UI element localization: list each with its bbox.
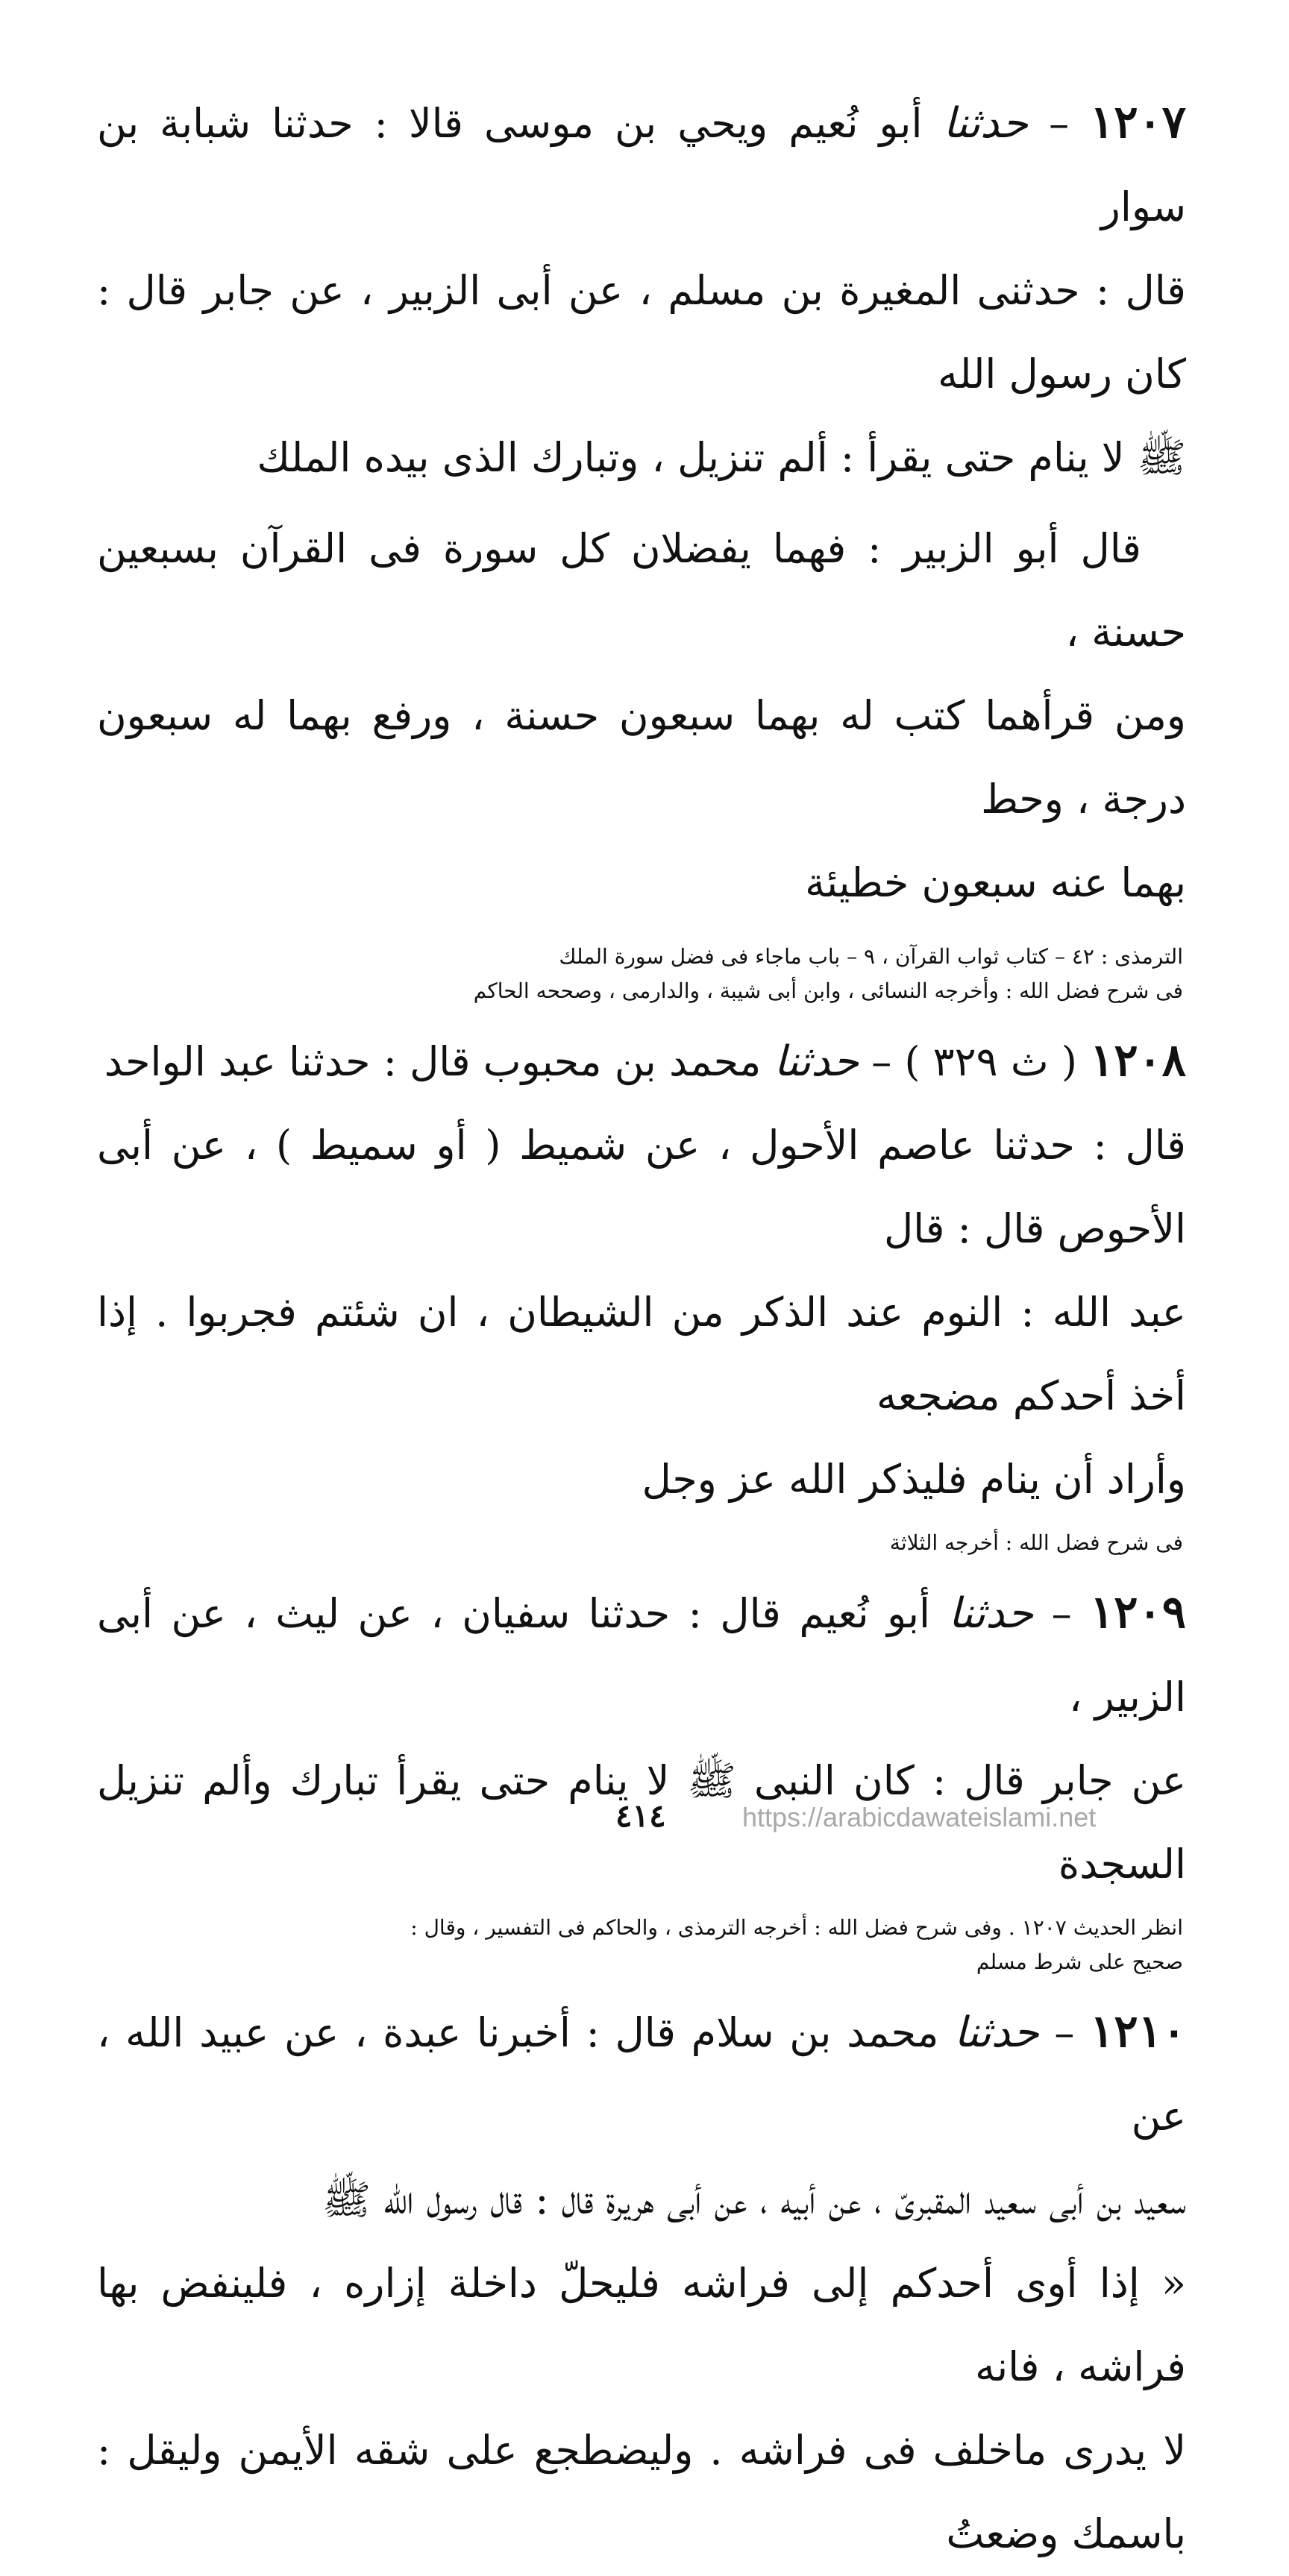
footnote-line: فى شرح فضل الله : أخرجه الثلاثة — [889, 1530, 1183, 1555]
hadith-1210-line-1 — [97, 1990, 1186, 2158]
page-footer — [0, 1797, 1289, 1842]
hadith-reference: ( ث ٣٢٩ ) — [904, 1038, 1077, 1085]
dash: – — [871, 1038, 892, 1085]
hadith-1207 — [97, 81, 1186, 1008]
haddathana-word: حدثنا — [954, 2008, 1039, 2057]
footnote-line: انظر الحديث ١٢٠٧ . وفى شرح فضل الله : أخرجه الترمذى ، والحاكم فى التفسير ، وقال : — [410, 1915, 1183, 1940]
hadith-1207-line-3: ﷺ لا ينام حتى يقرأ : ألم تنزيل ، وتبارك الذى بيده الملك — [257, 434, 1186, 481]
footnote-block — [97, 940, 1186, 1008]
hadith-1208-line-4: وأراد أن ينام فليذكر الله عز وجل — [642, 1456, 1186, 1503]
hadith-number: ١٢٠٩ — [1090, 1586, 1186, 1639]
hadith-1208 — [97, 1019, 1186, 1560]
haddathana-word: حدثنا — [774, 1037, 859, 1086]
hadith-1207-comment-line-1: قال أبو الزبير : فهما يفضلان كل سورة فى القرآن بسبعين حسنة ، — [97, 525, 1186, 656]
hadith-1210 — [97, 1990, 1186, 2576]
footnote-line: فى شرح فضل الله : وأخرجه النسائى ، وابن أبى شيبة ، والدارمى ، وصححه الحاكم — [473, 978, 1183, 1003]
isnad-text: أبو نُعيم ويحي بن موسى قالا : حدثنا شبابة بن سوار — [97, 100, 1186, 230]
hadith-1210-line-3: « إذا أوى أحدكم إلى فراشه فليحلّ داخلة إزاره ، فلينفض بها فراشه ، فانه — [97, 2260, 1186, 2390]
dash: – — [1049, 100, 1070, 147]
haddathana-word: حدثنا — [948, 1589, 1034, 1638]
hadith-1207-line-2: قال : حدثنى المغيرة بن مسلم ، عن أبى الزبير ، عن جابر قال : كان رسول الله — [97, 267, 1186, 398]
hadith-number: ١٢٠٨ — [1090, 1034, 1186, 1087]
dash: – — [1054, 2009, 1075, 2056]
haddathana-word: حدثنا — [943, 99, 1029, 148]
book-page — [97, 81, 1186, 2576]
isnad-text: محمد بن محبوب قال : حدثنا عبد الواحد — [104, 1038, 762, 1085]
hadith-1207-comment-line-2: ومن قرأهما كتب له بهما سبعون حسنة ، ورفع بهما له سبعون درجة ، وحط — [97, 692, 1186, 823]
hadith-number: ١٢٠٧ — [1090, 96, 1187, 148]
hadith-1209-line-1 — [97, 1571, 1186, 1739]
hadith-1208-line-2: قال : حدثنا عاصم الأحول ، عن شميط ( أو سميط ) ، عن أبى الأحوص قال : قال — [97, 1122, 1186, 1252]
isnad-text: محمد بن سلام قال : أخبرنا عبدة ، عن عبيد الله ، عن — [97, 2009, 1186, 2140]
footnote-block — [97, 1911, 1186, 1979]
hadith-1210-line-4: لا يدرى ماخلف فى فراشه . وليضطجع على شقه الأيمن وليقل : باسمك وضعتُ — [97, 2427, 1186, 2557]
page-number: ٤١٤ — [615, 1797, 666, 1834]
hadith-1207-line-1 — [97, 81, 1186, 249]
isnad-text: أبو نُعيم قال : حدثنا سفيان ، عن ليث ، عن أبى الزبير ، — [97, 1590, 1186, 1721]
hadith-1208-line-3: عبد الله : النوم عند الذكر من الشيطان ، ان شئتم فجربوا . إذا أخذ أحدكم مضجعه — [97, 1289, 1186, 1419]
footnote-block — [97, 1526, 1186, 1560]
footnote-line: الترمذى : ٤٢ – كتاب ثواب القرآن ، ٩ – باب ماجاء فى فضل سورة الملك — [559, 944, 1183, 969]
dash: – — [1051, 1590, 1072, 1637]
hadith-number: ١٢١٠ — [1090, 2005, 1187, 2058]
hadith-1209 — [97, 1571, 1186, 1979]
footnote-line: صحيح على شرط مسلم — [976, 1950, 1183, 1974]
hadith-1208-line-1 — [97, 1019, 1186, 1104]
hadith-1209-line-2: عن جابر قال : كان النبى ﷺ لا ينام حتى يقرأ تبارك وألم تنزيل السجدة — [97, 1757, 1186, 1888]
watermark-url: https://arabicdawateislami.net — [742, 1802, 1097, 1832]
hadith-1207-comment-line-3: بهما عنه سبعون خطيئة — [805, 859, 1186, 906]
hadith-1210-line-2: سعيد بن أبى سعيد المقبرىّ ، عن أبيه ، عن أبى هريرة قال : قال رسول الله ﷺ — [322, 2176, 1186, 2223]
